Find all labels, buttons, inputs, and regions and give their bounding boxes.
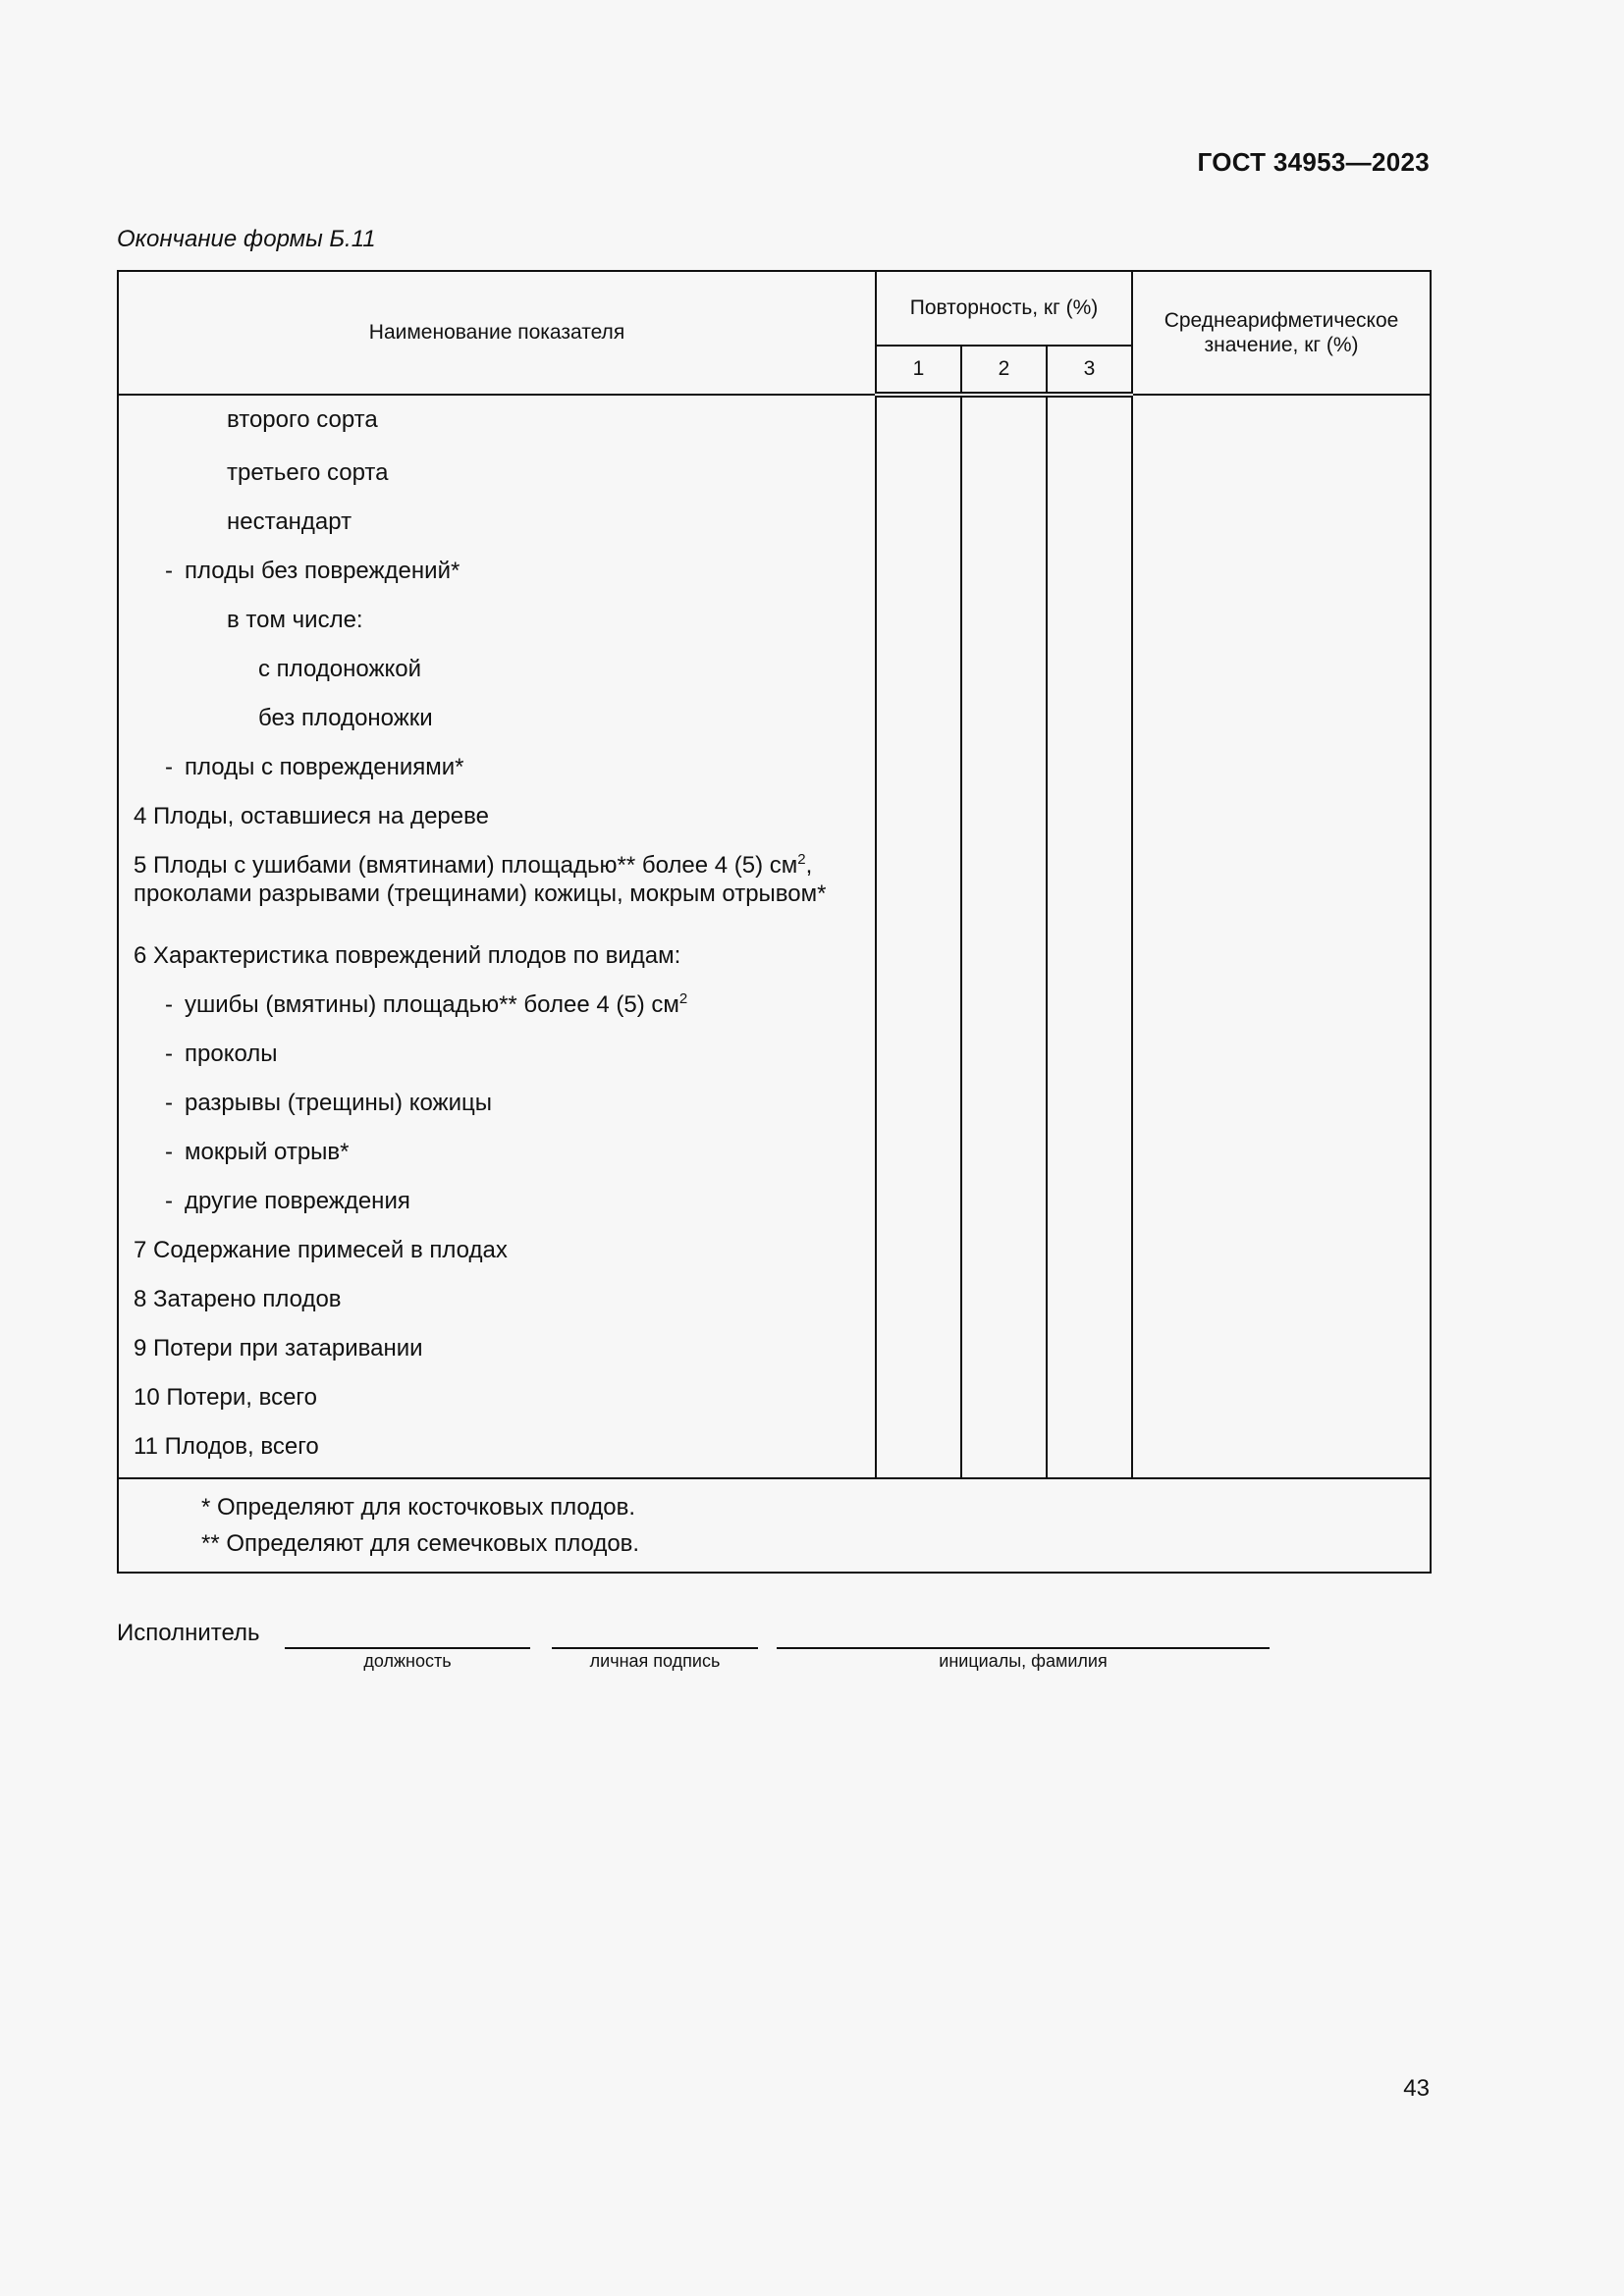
value-cell [876, 1371, 961, 1420]
value-cell [1047, 594, 1132, 643]
avg-cell [1132, 692, 1431, 741]
avg-cell [1132, 1273, 1431, 1322]
table-row [118, 447, 1431, 496]
form-caption: Окончание формы Б.11 [117, 226, 376, 252]
table-row [118, 1175, 1431, 1224]
table-row [118, 1420, 1431, 1478]
value-cell [876, 1028, 961, 1077]
avg-cell [1132, 930, 1431, 979]
avg-cell [1132, 1420, 1431, 1478]
value-cell [961, 1028, 1047, 1077]
value-cell [876, 395, 961, 447]
row-label: нестандарт [227, 508, 352, 535]
row-label: второго сорта [227, 406, 378, 433]
row-label: мокрый отрыв* [185, 1139, 350, 1165]
header-repeat-1: 1 [876, 346, 961, 395]
value-cell [961, 395, 1047, 447]
value-cell [1047, 839, 1132, 930]
table-row [118, 496, 1431, 545]
value-cell [961, 1273, 1047, 1322]
value-cell [1047, 643, 1132, 692]
row-label: 10 Потери, всего [134, 1384, 317, 1411]
value-cell [1047, 1420, 1132, 1478]
row-label: 9 Потери при затаривании [134, 1335, 423, 1362]
row-label: 6 Характеристика повреждений плодов по видам: [134, 942, 681, 969]
footnote: * Определяют для косточковых плодов. [201, 1494, 636, 1521]
footnote: ** Определяют для семечковых плодов. [201, 1530, 640, 1557]
table-row [118, 979, 1431, 1028]
dash-marker: - [165, 1041, 173, 1067]
value-cell [876, 496, 961, 545]
row-label: плоды без повреждений* [185, 558, 460, 584]
value-cell [961, 1175, 1047, 1224]
value-cell [961, 839, 1047, 930]
value-cell [1047, 545, 1132, 594]
row-label: 11 Плодов, всего [134, 1433, 319, 1460]
value-cell [1047, 1273, 1132, 1322]
value-cell [1047, 1371, 1132, 1420]
value-cell [1047, 1175, 1132, 1224]
avg-cell [1132, 643, 1431, 692]
value-cell [1047, 1126, 1132, 1175]
avg-cell [1132, 545, 1431, 594]
value-cell [876, 979, 961, 1028]
value-cell [1047, 930, 1132, 979]
dash-marker: - [165, 991, 173, 1018]
table-row [118, 1126, 1431, 1175]
value-cell [961, 1224, 1047, 1273]
avg-cell [1132, 979, 1431, 1028]
signature-block [117, 1620, 1393, 1679]
value-cell [1047, 496, 1132, 545]
table-row [118, 1371, 1431, 1420]
header-average: Среднеарифметическое значение, кг (%) [1132, 271, 1431, 395]
header-repeat-3: 3 [1047, 346, 1132, 395]
table-row [118, 839, 1431, 930]
row-label: 4 Плоды, оставшиеся на дереве [134, 803, 489, 829]
value-cell [961, 594, 1047, 643]
table-row [118, 395, 1431, 447]
value-cell [961, 930, 1047, 979]
table-row [118, 1077, 1431, 1126]
superscript: 2 [797, 851, 806, 868]
value-cell [876, 643, 961, 692]
row-label: без плодоножки [258, 705, 433, 731]
table-row [118, 545, 1431, 594]
signature-caption: личная подпись [589, 1651, 721, 1671]
value-cell [961, 741, 1047, 790]
value-cell [961, 496, 1047, 545]
table-row [118, 692, 1431, 741]
avg-cell [1132, 1175, 1431, 1224]
row-label: 5 Плоды с ушибами (вмятинами) площадью** более 4 (5) $см^2$, [134, 851, 813, 879]
value-cell [961, 692, 1047, 741]
value-cell [1047, 979, 1132, 1028]
row-label: третьего сорта [227, 459, 389, 486]
row-label: 7 Содержание примесей в плодах [134, 1237, 508, 1263]
value-cell [1047, 790, 1132, 839]
avg-cell [1132, 1028, 1431, 1077]
avg-cell [1132, 741, 1431, 790]
name-line [777, 1647, 1270, 1649]
dash-marker: - [165, 558, 173, 584]
row-label: с плодоножкой [258, 656, 422, 682]
table-footnotes [118, 1478, 1431, 1573]
value-cell [876, 1175, 961, 1224]
table-row [118, 1322, 1431, 1371]
position-line [285, 1647, 530, 1649]
avg-cell [1132, 1371, 1431, 1420]
value-cell [961, 1322, 1047, 1371]
value-cell [961, 1420, 1047, 1478]
avg-cell [1132, 1077, 1431, 1126]
value-cell [876, 1322, 961, 1371]
avg-cell [1132, 1322, 1431, 1371]
value-cell [876, 741, 961, 790]
superscript: 2 [678, 990, 688, 1007]
dash-marker: - [165, 1139, 173, 1165]
avg-cell [1132, 594, 1431, 643]
page-number: 43 [1403, 2075, 1430, 2102]
standard-code: ГОСТ 34953—2023 [1197, 147, 1430, 177]
value-cell [961, 643, 1047, 692]
row-label: 8 Затарено плодов [134, 1286, 342, 1312]
avg-cell [1132, 790, 1431, 839]
avg-cell [1132, 395, 1431, 447]
avg-cell [1132, 1126, 1431, 1175]
value-cell [1047, 447, 1132, 496]
position-caption: должность [363, 1651, 452, 1671]
value-cell [876, 594, 961, 643]
value-cell [961, 1077, 1047, 1126]
avg-cell [1132, 1224, 1431, 1273]
row-label: в том числе: [227, 607, 363, 633]
table-row [118, 1028, 1431, 1077]
value-cell [876, 839, 961, 930]
dash-marker: - [165, 1090, 173, 1116]
table-row [118, 643, 1431, 692]
value-cell [876, 447, 961, 496]
row-label: ушибы (вмятины) площадью** более 4 (5) см [185, 991, 679, 1018]
value-cell [1047, 1028, 1132, 1077]
value-cell [876, 930, 961, 979]
table-row [118, 930, 1431, 979]
value-cell [961, 545, 1047, 594]
value-cell [961, 447, 1047, 496]
header-repeatability: Повторность, кг (%) [876, 271, 1132, 346]
table-row [118, 741, 1431, 790]
table-row [118, 1224, 1431, 1273]
value-cell [876, 1420, 961, 1478]
avg-cell [1132, 447, 1431, 496]
table-row [118, 1273, 1431, 1322]
value-cell [1047, 1077, 1132, 1126]
signature-label: Исполнитель [117, 1620, 260, 1646]
value-cell [876, 1077, 961, 1126]
row-label: проколы [185, 1041, 278, 1067]
value-cell [876, 1224, 961, 1273]
value-cell [1047, 1322, 1132, 1371]
dash-marker: - [165, 1188, 173, 1214]
row-label: разрывы (трещины) кожицы [185, 1090, 492, 1116]
avg-cell [1132, 496, 1431, 545]
header-indicator-name: Наименование показателя [118, 271, 876, 395]
value-cell [961, 1371, 1047, 1420]
value-cell [961, 979, 1047, 1028]
dash-marker: - [165, 754, 173, 780]
header-repeat-2: 2 [961, 346, 1047, 395]
table-row [118, 594, 1431, 643]
value-cell [876, 692, 961, 741]
value-cell [1047, 395, 1132, 447]
value-cell [876, 545, 961, 594]
value-cell [1047, 692, 1132, 741]
value-cell [1047, 741, 1132, 790]
table-row [118, 790, 1431, 839]
name-caption: инициалы, фамилия [939, 1651, 1108, 1671]
value-cell [876, 1126, 961, 1175]
signature-line [552, 1647, 758, 1649]
value-cell [1047, 1224, 1132, 1273]
row-label-continuation: проколами разрывами (трещинами) кожицы, мокрым отрывом* [134, 881, 827, 907]
value-cell [961, 1126, 1047, 1175]
value-cell [876, 790, 961, 839]
row-label: другие повреждения [185, 1188, 410, 1214]
row-label: плоды с повреждениями* [185, 754, 464, 780]
avg-cell [1132, 839, 1431, 930]
form-table [117, 270, 1432, 1574]
value-cell [961, 790, 1047, 839]
value-cell [876, 1273, 961, 1322]
